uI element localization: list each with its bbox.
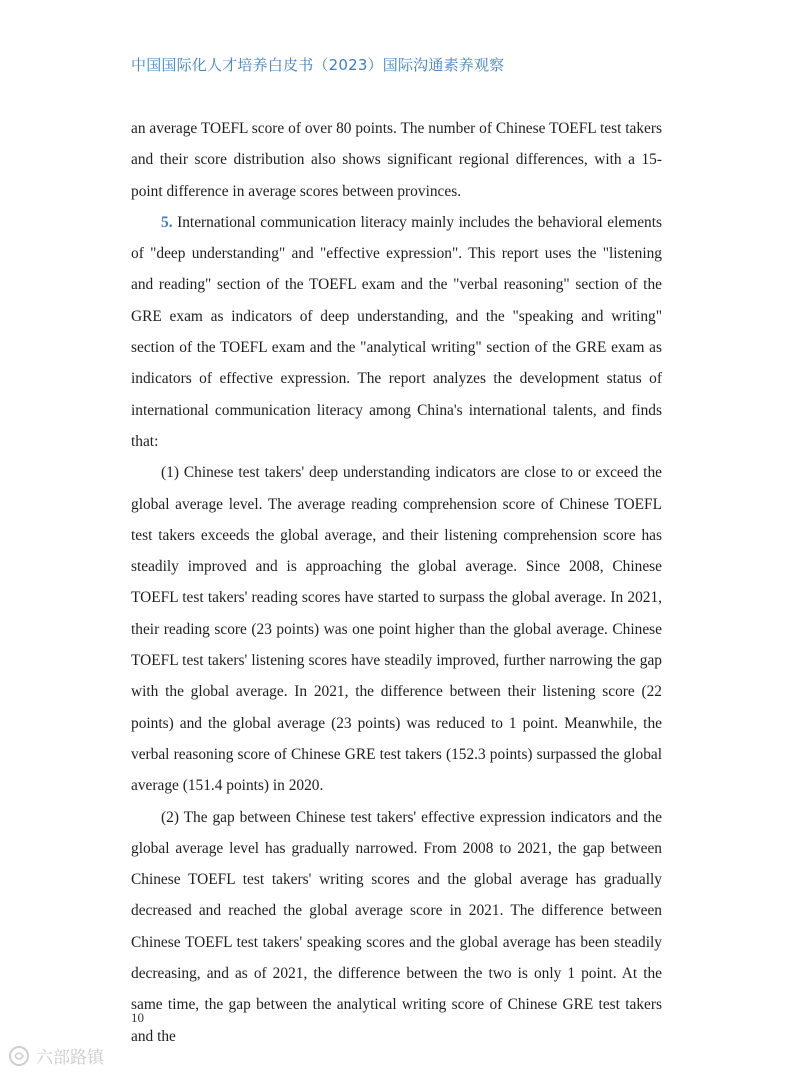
document-body bbox=[131, 113, 662, 1052]
watermark-text: 六部路镇 bbox=[36, 1048, 104, 1068]
paragraph-finding-1: (1) Chinese test takers' deep understanding indicators are close to or exceed the global average level. The average reading comprehension score of Chinese TOEFL test takers exceeds the global average, and their listening comprehension score has steadily improved and is approaching the global average. Since 2008, Chinese TOEFL test takers' reading scores have started to surpass the global average. In 2021, their reading score (23 points) was one point higher than the global average. Chinese TOEFL test takers' listening scores have steadily improved, further narrowing the gap with the global average. In 2021, the difference between their listening score (22 points) and the global average (23 points) was reduced to 1 point. Meanwhile, the verbal reasoning score of Chinese GRE test takers (152.3 points) surpassed the global average (151.4 points) in 2020. bbox=[131, 464, 662, 795]
paragraph-finding-2: (2) The gap between Chinese test takers' effective expression indicators and the global average level has gradually narrowed. From 2008 to 2021, the gap between Chinese TOEFL test takers' writing scores and the global average has gradually decreased and reached the global average score in 2021. The difference between Chinese TOEFL test takers' speaking scores and the global average has been steadily decreasing, and as of 2021, the difference between the two is only 1 point. At the same time, the gap between the analytical writing score of Chinese GRE test takers and the bbox=[131, 808, 662, 1045]
logo-icon bbox=[8, 1045, 30, 1067]
paragraph-text: International communication literacy mainly includes the behavioral elements of "deep understanding" and "effective expression". This report uses the "listening and reading" section of the TOEFL exam and the "verbal reasoning" section of the GRE exam as indicators of deep understanding, and the "speaking and writing" section of the TOEFL exam and the "analytical writing" section of the GRE exam as indicators of effective expression. The report analyzes the development status of international communication literacy among China's international talents, and finds that: bbox=[131, 213, 662, 450]
paragraph-continuation: an average TOEFL score of over 80 points. The number of Chinese TOEFL test takers and their score distribution also shows significant regional differences, with a 15-point difference in average scores between provinces. bbox=[131, 120, 662, 200]
page-header-title: 中国国际化人才培养白皮书（2023）国际沟通素养观察 bbox=[131, 56, 505, 74]
watermark bbox=[8, 1043, 104, 1068]
paragraph-item-5 bbox=[131, 207, 662, 457]
page-number: 10 bbox=[131, 1010, 144, 1025]
item-number: 5. bbox=[161, 213, 173, 231]
